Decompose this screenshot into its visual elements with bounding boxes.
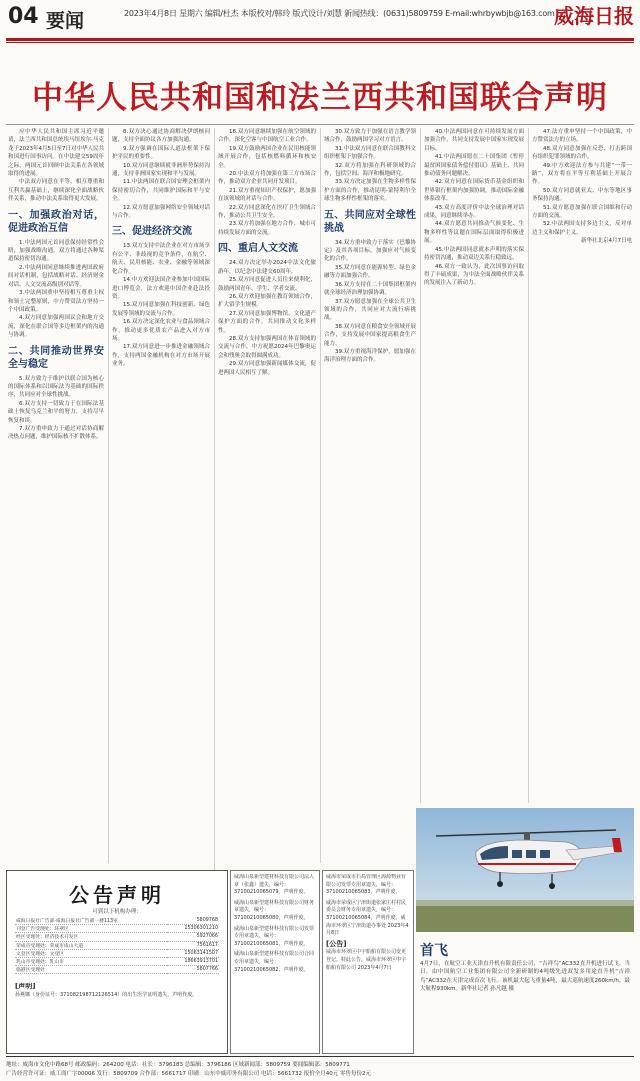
paragraph: 29.双方同意加强新闻媒体交流，促进两国人民相互了解。	[218, 361, 316, 376]
headline-divider	[6, 124, 634, 125]
column-divider	[420, 128, 421, 803]
ad-block	[326, 874, 410, 1050]
photo-caption: 4月7日，在航空工业天津直升机有限责任公司，“吉祥鸟”AC332直升机进行试飞。当日，由中国航空工业集团有限公司全新研制的4吨级先进双发多用途直升机“吉祥鸟”AC332在天津完成首次飞行。该机最大起飞重量4吨，最大巡航速度260km/h，最大航程930km。新华社记者 孙凡越 摄	[420, 961, 630, 993]
paragraph: 36.双方支持在二十国集团框架内就全球经济治理加强协调。	[324, 281, 416, 297]
agency-name: 文登区受理处：文登区	[15, 949, 167, 957]
paragraph: 26.双方欢迎加强在教育领域合作，扩大留学生规模。	[218, 293, 316, 309]
agency-name: 经区受理处：经济技术开发区	[15, 933, 167, 941]
ad-text: 威海市荣成市石岛管理区海源物业有限公司发票专用章遗失，编号：37100210065083，声明作废。	[326, 874, 407, 896]
paragraph: 7.双方重申致力于通过对话协商解决热点问题，维护国际核不扩散体系。	[8, 425, 104, 441]
agency-phone: 5927066	[167, 933, 219, 941]
paragraph: 42.双方同意在国际货币基金组织和世界银行框架内加强协调，推动国际金融体系改革。	[424, 179, 524, 203]
column-divider	[528, 128, 529, 803]
paragraph: 13.双方支持中法企业在对方市场享有公平、非歧视的竞争条件，在航空、航天、民用核能、农业、金融等领域深化合作。	[112, 243, 210, 275]
article-column-3	[218, 128, 316, 863]
ad-text: 威海山泉新型建材科技有限公司法人章（张鑫）遗失，编号：37100210065079，声明作废。	[234, 874, 315, 896]
main-headline: 中华人民共和国和法兰西共和国联合声明	[32, 80, 608, 116]
paragraph: 33.双方决定加强在生物多样性保护方面的合作，推动昆明-蒙特利尔全球生物多样性框架的落实。	[324, 179, 416, 203]
ad-text: 威海市荣成区宁津街道张家庄村村民委员会财务专用章遗失，编号：37100210065084，声明作废。威海市环翠区宁津街道办事处 2023年4月8日	[326, 899, 409, 937]
table-row	[15, 917, 219, 925]
page-header	[0, 0, 640, 44]
paragraph: 41.中法两国愿在二十国集团《暂停最贫困国家债务偿付倡议》基础上，共同推动债务问题解决。	[424, 154, 524, 178]
column-divider	[108, 128, 109, 863]
section-title: 要闻	[46, 10, 85, 32]
paragraph: 43.双方高度评价中法全球治理对话成果，同意继续举办。	[424, 204, 524, 220]
paragraph: 47.法方重申坚持一个中国政策，中方赞赏法方的立场。	[532, 129, 632, 144]
table-row	[15, 941, 219, 949]
paragraph: 40.中法两国同意在可持续发展方面加强合作，共同支持发展中国家实现发展目标。	[424, 129, 524, 152]
paragraph: 31.中法双方同意在联合国教科文组织框架下加强合作。	[324, 145, 416, 161]
paragraph: 25.双方同意促进人员往来便利化，鼓励两国青年、学生、学者交流。	[218, 277, 316, 292]
paragraph: 17.双方同意进一步推进金融领域合作，支持两国金融机构在对方市场开展业务。	[112, 344, 210, 368]
agency-name: 威海日报社广告部·威海日报社广告部一楼113室	[15, 917, 167, 925]
paragraph: 3.中法两国重申坚持相互尊重主权和领土完整原则，中方赞赏法方坚持一个中国政策。	[8, 290, 104, 313]
paragraph: 21.双方重视知识产权保护，愿加强在该领域的对话与合作。	[218, 187, 316, 203]
paragraph: 28.双方支持加强两国在体育领域的交流与合作，中方祝愿2024年巴黎奥运会和残奥会取得圆满成功。	[218, 335, 316, 359]
paragraph: 35.双方同意在能源转型、绿色金融等方面加强合作。	[324, 264, 416, 280]
paragraph: 5.双方致力于维护以联合国为核心的国际体系和以国际法为基础的国际秩序，共同应对全球性挑战。	[8, 375, 104, 399]
paragraph: 48.双方同意加强在反恐、打击跨国有组织犯罪领域的合作。	[532, 145, 632, 161]
paragraph: 39.双方重视海洋保护，愿加强在海洋治理方面的合作。	[324, 348, 416, 364]
paragraph: 19.双方鼓励两国企业在民用核能领域开展合作，包括核燃料循环和核安全。	[218, 145, 316, 169]
paragraph: 34.双方重申致力于落实《巴黎协定》及其各项目标，加强应对气候变化的合作。	[324, 239, 416, 263]
agency-phone: 15306301210	[167, 925, 219, 933]
section-heading: 二、共同推动世界安全与稳定	[8, 345, 104, 370]
paragraph: 32.双方将加强在科研领域的合作，包括空间、海洋和极地研究。	[324, 162, 416, 178]
agency-phone: 18663913701	[167, 957, 219, 965]
section-heading: 四、重启人文交流	[218, 243, 298, 255]
notice-subtitle: 可到以下机构办理：	[92, 909, 142, 915]
agency-phone: 7561617	[167, 941, 219, 949]
paragraph: 12.双方愿意加强网络安全领域对话与合作。	[112, 204, 210, 220]
sub-notice-title: [声明]	[15, 983, 36, 990]
paragraph: 46.双方一致认为，此次国事访问取得了丰硕成果，为中法全面战略伙伴关系的发展注入了新动力。	[424, 263, 524, 287]
agency-name: 刊登广告受理处：环翠区	[15, 925, 167, 933]
paragraph: 9.双方强调在国际人道法框架下保护平民的重要性。	[112, 145, 210, 161]
article-column-5	[424, 128, 524, 803]
paragraph: 20.中法双方将加强在第三方市场合作，推动双方企业共同开发项目。	[218, 171, 316, 186]
paragraph: 10.双方同意继续就非洲形势保持沟通，支持非洲国家实现和平与发展。	[112, 162, 210, 178]
page-footer	[6, 1056, 634, 1081]
paragraph: 11.中法两国在联合国安理会框架内保持密切合作，共同维护国际和平与安全。	[112, 179, 210, 203]
article-column-4	[324, 128, 416, 863]
table-row	[15, 957, 219, 965]
paragraph: 15.双方同意加强在科技创新、绿色发展等领域的交流与合作。	[112, 302, 210, 317]
paragraph: 23.双方将加强在地方合作、城市可持续发展方面的交流。	[218, 221, 316, 236]
footer-contact: 地址：威海市文化中路68号 邮政编码：264200 电话：社长：3796183 总编辑：3796186 区域新闻部：5809759 要闻编辑部：5809771	[6, 1062, 350, 1068]
paragraph: 44.双方愿意共同推动气候变化、生物多样性等议题在国际层面取得积极进展。	[424, 221, 524, 245]
paragraph: 中法双方同意在平等、相互尊重和互利共赢基础上，继续深化全面战略伙伴关系，推动中法关系取得更大发展。	[8, 179, 104, 203]
table-row	[15, 933, 219, 941]
agency-name: 乳山市受理处：乳山市	[15, 957, 167, 965]
helicopter-photo	[416, 808, 634, 932]
table-row	[15, 949, 219, 957]
paragraph: 1.中法两国元首同意保持经常性会晤，加强战略沟通。双方将通过各种渠道保持密切沟通。	[8, 239, 104, 263]
column-divider	[320, 128, 321, 863]
ad-text: 威海山泉新型建材科技有限公司发票专用章遗失，编号：37100210065081，声明作废。	[234, 925, 315, 947]
article-column-2	[112, 128, 210, 863]
ad-text: 威海山泉新型建材科技有限公司财务章遗失，编号：37100210065080，声明作废。	[234, 899, 315, 921]
paragraph: 51.双方愿意加强在联合国维和行动方面的交流。	[532, 204, 632, 220]
agency-name: 荣成市受理处：荣成市成山大道	[15, 941, 167, 949]
page-number: 04	[8, 4, 39, 29]
paragraph: 45.中法两国同意就本声明的落实保持密切沟通，推动双边关系行稳致远。	[424, 246, 524, 262]
section-heading: 一、加强政治对话，促进政治互信	[8, 209, 104, 234]
classified-ads-1	[230, 870, 320, 1054]
paragraph: 4.双方同意加强两国议会和地方交流，深化在联合国等多边框架内的沟通与协调。	[8, 315, 104, 339]
photo-title: 首飞	[420, 943, 448, 959]
header-rule-thin	[6, 42, 634, 43]
paragraph: 52.中法两国支持多边主义，反对单边主义和保护主义。	[532, 221, 632, 236]
header-rule	[6, 38, 634, 41]
paragraph: 27.双方同意加强博物馆、文化遗产保护方面的合作，共同推动文化多样性。	[218, 310, 316, 334]
agency-phone: 5807766	[167, 966, 219, 974]
paragraph: 2.中法两国同意继续推进两国政府间对话机制，包括战略对话、经济财金对话、人文交流高级别对话等。	[8, 264, 104, 288]
public-notice-title: [公告]	[326, 939, 347, 948]
agency-phone: 5809768	[167, 917, 219, 925]
notice-panel	[6, 870, 228, 1054]
table-row	[15, 925, 219, 933]
masthead-meta: 2023年4月8日 星期六 编辑/杜杰 本版校对/韩玲 版式设计/刘慧 新闻热线：(0631)5809759 E-mail:whrbywbjb@163.com	[124, 9, 555, 18]
ad-text: 威海山泉新型建材科技有限公司合同专用章遗失，编号：37100210065082，声明作废。	[234, 951, 315, 973]
paragraph: 38.双方同意在粮食安全领域开展合作，支持发展中国家提高粮食生产能力。	[324, 323, 416, 347]
dateline: 新华社北京4月7日电	[581, 238, 632, 245]
newspaper-logo: 威海日报	[554, 4, 634, 28]
paragraph: 24.双方决定举办2024中法文化旅游年，以纪念中法建交60周年。	[218, 260, 316, 275]
paragraph: 18.双方同意继续加强在航空领域的合作，深化空客与中国航空工业合作。	[218, 129, 316, 144]
article-column-6	[532, 128, 632, 803]
paragraph: 30.双方致力于加强在语言教学领域合作，鼓励两国学习对方语言。	[324, 129, 416, 144]
paragraph: 50.双方同意就亚太、中东等地区事务保持沟通。	[532, 187, 632, 203]
sub-notice-body: 孙燕娜（身份证号：371082198712126514）的出生医学证明遗失，声明作废。	[15, 991, 198, 998]
section-heading: 五、共同应对全球性挑战	[324, 209, 416, 234]
agency-table	[15, 917, 219, 974]
footer-license: 广告经营许可证：威工商广字00006 发行：5809709 合作部：5661717 印刷：山东中威印务有限公司 电话：5661732 报价全月40元 零售每份2元	[6, 1071, 371, 1077]
ad-block	[234, 874, 316, 1050]
agency-name: 临港区受理处	[15, 966, 167, 974]
paragraph: 22.双方同意深化在医疗卫生领域合作，推动公共卫生安全。	[218, 204, 316, 220]
paragraph: 16.双方决定深化农业与食品领域合作，推动更多优质农产品进入对方市场。	[112, 319, 210, 342]
table-row	[15, 966, 219, 974]
paragraph: 应中华人民共和国主席习近平邀请，法兰西共和国总统埃马纽埃尔·马克龙于2023年4月5日至7日对中华人民共和国进行国事访问。在中法建交59周年之际，两国元首回顾中法关系在各领域取得的进展。	[8, 129, 104, 178]
sub-notice	[15, 983, 219, 999]
ad-text: 威海市环翠区中宇船舶有限公司变更登记。特此公告。威海市环翠区中宇船舶有限公司 2023年4月7日	[326, 949, 407, 971]
paragraph: 49.中方欢迎法方参与共建“一带一路”，双方将在平等互利基础上开展合作。	[532, 162, 632, 186]
classified-ads-2	[322, 870, 414, 1054]
paragraph: 8.双方决心通过协商解决伊朗核问题，支持全面协议各方加强沟通。	[112, 129, 210, 144]
paragraph: 6.双方支持一切致力于在国际法基础上恢复乌克兰和平的努力，支持尽早恢复和谈。	[8, 400, 104, 424]
article-column-1	[8, 128, 104, 863]
agency-phone: 15063141507	[167, 949, 219, 957]
section-heading: 三、促进经济交流	[112, 226, 192, 238]
paragraph: 14.中方欢迎法国企业参加中国国际进口博览会，法方欢迎中国企业赴法投资。	[112, 277, 210, 300]
helicopter-image	[416, 808, 634, 932]
paragraph: 37.双方愿意加强在全球公共卫生领域的合作，共同应对大流行病挑战。	[324, 298, 416, 322]
notice-title: 公告声明	[69, 883, 165, 907]
